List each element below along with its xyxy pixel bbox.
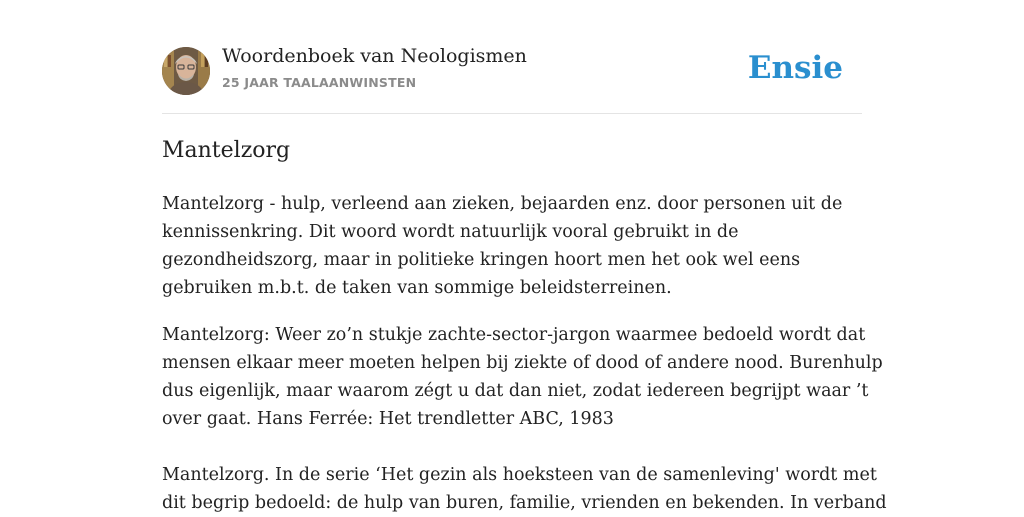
paragraph-line: dit begrip bedoeld: de hulp van buren, familie, vrienden en bekenden. In verband [162,493,887,513]
entry-title: Mantelzorg [162,138,291,163]
paragraph-line: Mantelzorg. In de serie ‘Het gezin als hoeksteen van de samenleving' wordt met [162,465,877,485]
paragraph-line: mensen elkaar meer moeten helpen bij ziekte of dood of andere nood. Burenhulp [162,353,883,373]
paragraph-line: dus eigenlijk, maar waarom zégt u dat dan niet, zodat iedereen begrijpt waar ’t [162,381,869,401]
ensie-logo-link[interactable]: Ensie [747,50,843,86]
site-header [162,0,862,114]
definition-paragraph [162,461,887,517]
site-subtitle: 25 JAAR TAALAANWINSTEN [222,75,417,90]
paragraph-line: kennissenkring. Dit woord wordt natuurlijk vooral gebruikt in de [162,222,739,242]
definition-paragraph [162,190,862,302]
site-title[interactable]: Woordenboek van Neologismen [222,45,527,67]
avatar-portrait-icon [162,47,210,95]
author-avatar[interactable] [162,47,210,95]
paragraph-line: Mantelzorg: Weer zo’n stukje zachte-sector-jargon waarmee bedoeld wordt dat [162,325,866,345]
page-container [162,0,887,513]
paragraph-line: gebruiken m.b.t. de taken van sommige beleidsterreinen. [162,278,672,298]
paragraph-line: Mantelzorg - hulp, verleend aan zieken, bejaarden enz. door personen uit de [162,194,843,214]
paragraph-line: over gaat. Hans Ferrée: Het trendletter ABC, 1983 [162,409,614,429]
definition-paragraph [162,321,883,433]
paragraph-line: gezondheidszorg, maar in politieke kringen hoort men het ook wel eens [162,250,801,270]
